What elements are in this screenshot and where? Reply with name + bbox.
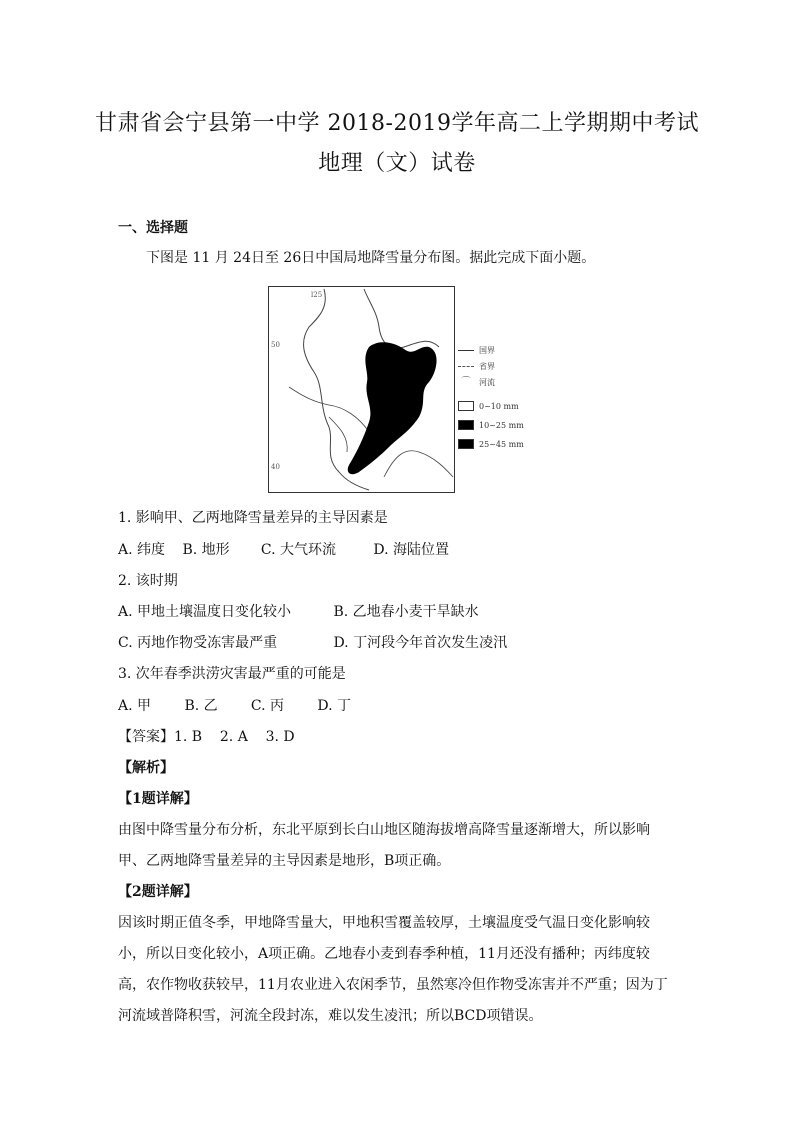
map-tick-left-top: 50 xyxy=(271,341,280,349)
national-boundary xyxy=(364,289,439,348)
section-heading: 一、选择题 xyxy=(118,220,188,236)
question-3-stem: 3. 次年春季洪涝灾害最严重的可能是 xyxy=(118,666,346,682)
analysis-heading: 【解析】 xyxy=(118,760,174,776)
option: B. 乙地春小麦干旱缺水 xyxy=(333,604,479,620)
option: A. 甲地土壤温度日变化较小 xyxy=(118,604,292,620)
river-line xyxy=(289,387,369,432)
map-tick-left-bottom: 40 xyxy=(271,463,280,471)
map-legend xyxy=(458,343,568,463)
map-drawing xyxy=(269,287,454,492)
option: B. 地形 xyxy=(182,542,230,558)
option: D. 海陆位置 xyxy=(373,542,449,558)
snowfall-map xyxy=(268,286,455,493)
legend-item: 25~45 mm xyxy=(458,437,524,451)
legend-item: 省界 xyxy=(458,359,495,373)
answer-line: 【答案】1. B 2. A 3. D xyxy=(118,729,295,745)
question-2-options-row1 xyxy=(118,602,674,622)
option: D. 丁河段今年首次发生凌汛 xyxy=(333,635,508,651)
heavy-fill-icon xyxy=(458,439,474,449)
legend-item: 10~25 mm xyxy=(458,418,524,432)
legend-item: ⌒ 河流 xyxy=(458,375,495,389)
question-2-options-row2 xyxy=(118,633,674,653)
explanation-1-text: 由图中降雪量分布分析，东北平原到长白山地区随海拔增高降雪量逐渐增大，所以影响甲、乙两地降雪量差异的主导因素是地形，B项正确。 xyxy=(118,822,650,869)
option: A. 甲 xyxy=(118,698,152,714)
legend-item: 0~10 mm xyxy=(458,399,519,413)
option: A. 纬度 xyxy=(118,542,166,558)
explanation-1-heading: 【1题详解】 xyxy=(118,791,198,807)
heavy-snowfall-area xyxy=(348,342,437,474)
intro-text: 下图是 11 月 24日至 26日中国局地降雪量分布图。据此完成下面小题。 xyxy=(146,250,596,266)
river-line xyxy=(329,417,347,452)
legend-item: 国界 xyxy=(458,343,495,357)
document-title: 甘肃省会宁县第一中学 2018-2019学年高二上学期期中考试 xyxy=(95,111,699,136)
river-icon: ⌒ xyxy=(461,377,471,387)
option: C. 丙 xyxy=(250,698,285,714)
boundary-line-icon xyxy=(458,350,474,351)
option: C. 大气环流 xyxy=(260,542,337,558)
explanation-2-text: 因该时期正值冬季，甲地降雪量大，甲地积雪覆盖较厚，土壤温度受气温日变化影响较小，所以日变化较小，A项正确。乙地春小麦到春季种植，11月还没有播种；丙纬度较高，农作物收获较早，11月农业进入农闲季节，虽然寒冷但作物受冻害并不严重；因为丁河流域普降积雪，河流全段封冻，难以发生凌汛；所以BCD项错误。 xyxy=(118,915,668,1024)
province-line-icon xyxy=(458,366,474,367)
coastline xyxy=(384,451,453,477)
question-1-options xyxy=(118,540,674,560)
light-fill-icon xyxy=(458,401,474,411)
document-subtitle: 地理（文）试卷 xyxy=(318,151,476,176)
option: D. 丁 xyxy=(317,698,351,714)
medium-fill-icon xyxy=(458,420,474,430)
explanation-2-heading: 【2题详解】 xyxy=(118,884,198,900)
option: C. 丙地作物受冻害最严重 xyxy=(118,635,278,651)
option: B. 乙 xyxy=(184,698,218,714)
map-tick-top: l25 xyxy=(311,291,323,299)
question-2-stem: 2. 该时期 xyxy=(118,573,178,589)
question-3-options xyxy=(118,696,674,716)
question-1-stem: 1. 影响甲、乙两地降雪量差异的主导因素是 xyxy=(118,510,388,526)
